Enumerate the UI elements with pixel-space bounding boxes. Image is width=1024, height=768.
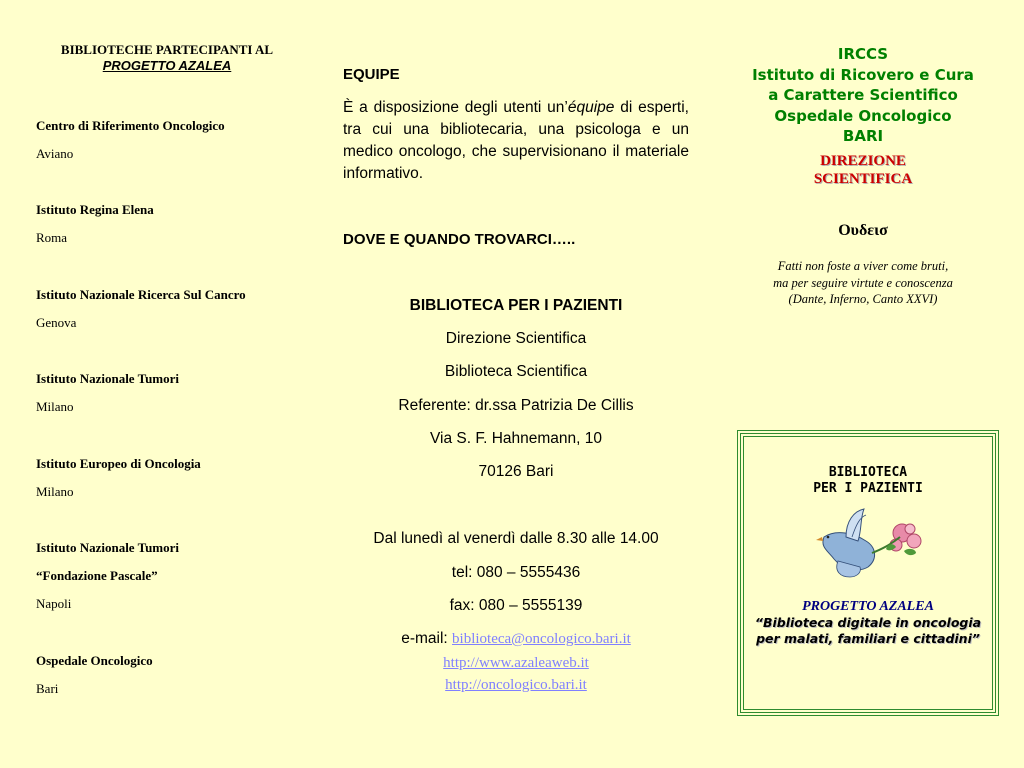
institution-name-line2: “Fondazione Pascale”	[36, 568, 158, 583]
institution-header-line: BARI	[842, 127, 884, 145]
box-title-line: BIBLIOTECA	[828, 465, 908, 480]
institution-city: Milano	[36, 399, 74, 414]
box-title	[744, 465, 992, 497]
institution-city: Bari	[36, 681, 59, 696]
email-label: e-mail:	[401, 630, 453, 647]
website-line	[343, 653, 689, 673]
institution-name: Istituto Nazionale Ricerca Sul Cancro	[36, 287, 246, 302]
email-line	[343, 629, 689, 649]
address-line: Direzione Scientifica	[445, 330, 587, 347]
title-line1: BIBLIOTECHE PARTECIPANTI AL	[60, 42, 274, 57]
equipe-italic-word: équipe	[567, 99, 615, 116]
institution-name: Istituto Regina Elena	[36, 202, 154, 217]
project-tagline	[744, 615, 992, 647]
institution-name: Istituto Nazionale Tumori	[36, 371, 180, 386]
quote-attribution: (Dante, Inferno, Canto XXVI)	[788, 292, 938, 306]
email-link[interactable]: biblioteca@oncologico.bari.it	[452, 631, 631, 647]
fax-number: fax: 080 – 5555139	[449, 597, 583, 614]
where-when-heading: DOVE E QUANDO TROVARCI…..	[343, 231, 576, 248]
institution-city: Genova	[36, 315, 77, 330]
institution-city: Milano	[36, 484, 74, 499]
institution-city: Napoli	[36, 596, 72, 611]
website-link[interactable]: http://www.azaleaweb.it	[443, 655, 589, 671]
equipe-heading: EQUIPE	[343, 66, 400, 83]
institution-name: Istituto Nazionale Tumori	[36, 540, 180, 555]
equipe-text-pre: È a disposizione degli utenti un’	[343, 99, 568, 116]
tagline-line: “Biblioteca digitale in oncologia	[754, 615, 982, 630]
website-line	[343, 675, 689, 695]
dante-quote	[732, 258, 994, 308]
box-title-line: PER I PAZIENTI	[813, 481, 923, 496]
institution-header-line: a Carattere Scientifico	[768, 86, 958, 104]
project-name: PROGETTO AZALEA	[102, 58, 232, 73]
department-heading	[732, 152, 994, 188]
library-title: BIBLIOTECA PER I PAZIENTI	[409, 297, 623, 314]
dove-with-flowers-icon	[816, 507, 926, 579]
equipe-paragraph	[343, 97, 689, 185]
institution-header-line: Istituto di Ricovero e Cura	[752, 65, 974, 84]
phone-number: tel: 080 – 5555436	[451, 564, 581, 581]
website-link[interactable]: http://oncologico.bari.it	[445, 677, 587, 693]
address-line: 70126 Bari	[478, 463, 554, 480]
contact-person: Referente: dr.ssa Patrizia De Cillis	[398, 397, 634, 414]
institution-city: Aviano	[36, 146, 74, 161]
patient-library-box	[740, 433, 996, 713]
quote-line: ma per seguire virtute e conoscenza	[773, 275, 953, 290]
department-line: SCIENTIFICA	[813, 171, 913, 187]
institution-city: Roma	[36, 230, 68, 245]
institution-name: Centro di Riferimento Oncologico	[36, 118, 225, 133]
institution-name: Ospedale Oncologico	[36, 653, 153, 668]
address-line: Biblioteca Scientifica	[444, 363, 588, 380]
opening-hours: Dal lunedì al venerdì dalle 8.30 alle 14.00	[373, 530, 659, 547]
tagline-line: per malati, familiari e cittadini”	[756, 631, 980, 646]
address-line: Via S. F. Hahnemann, 10	[429, 430, 603, 447]
participating-libraries-title	[36, 42, 298, 74]
greek-motto: Ουδεισ	[838, 222, 888, 239]
quote-line: Fatti non foste a viver come bruti,	[777, 259, 949, 273]
institution-name: Istituto Europeo di Oncologia	[36, 456, 201, 471]
department-line: DIREZIONE	[820, 153, 906, 169]
project-name: PROGETTO AZALEA	[802, 599, 934, 614]
institution-header-line: Ospedale Oncologico	[774, 106, 952, 125]
institution-header-line: IRCCS	[837, 45, 889, 63]
institution-header	[732, 44, 994, 147]
equipe-text-post: di esperti, tra cui una bibliotecaria, una psicologa e un medico oncologo, che supervisionano il materiale informativo.	[343, 99, 689, 182]
